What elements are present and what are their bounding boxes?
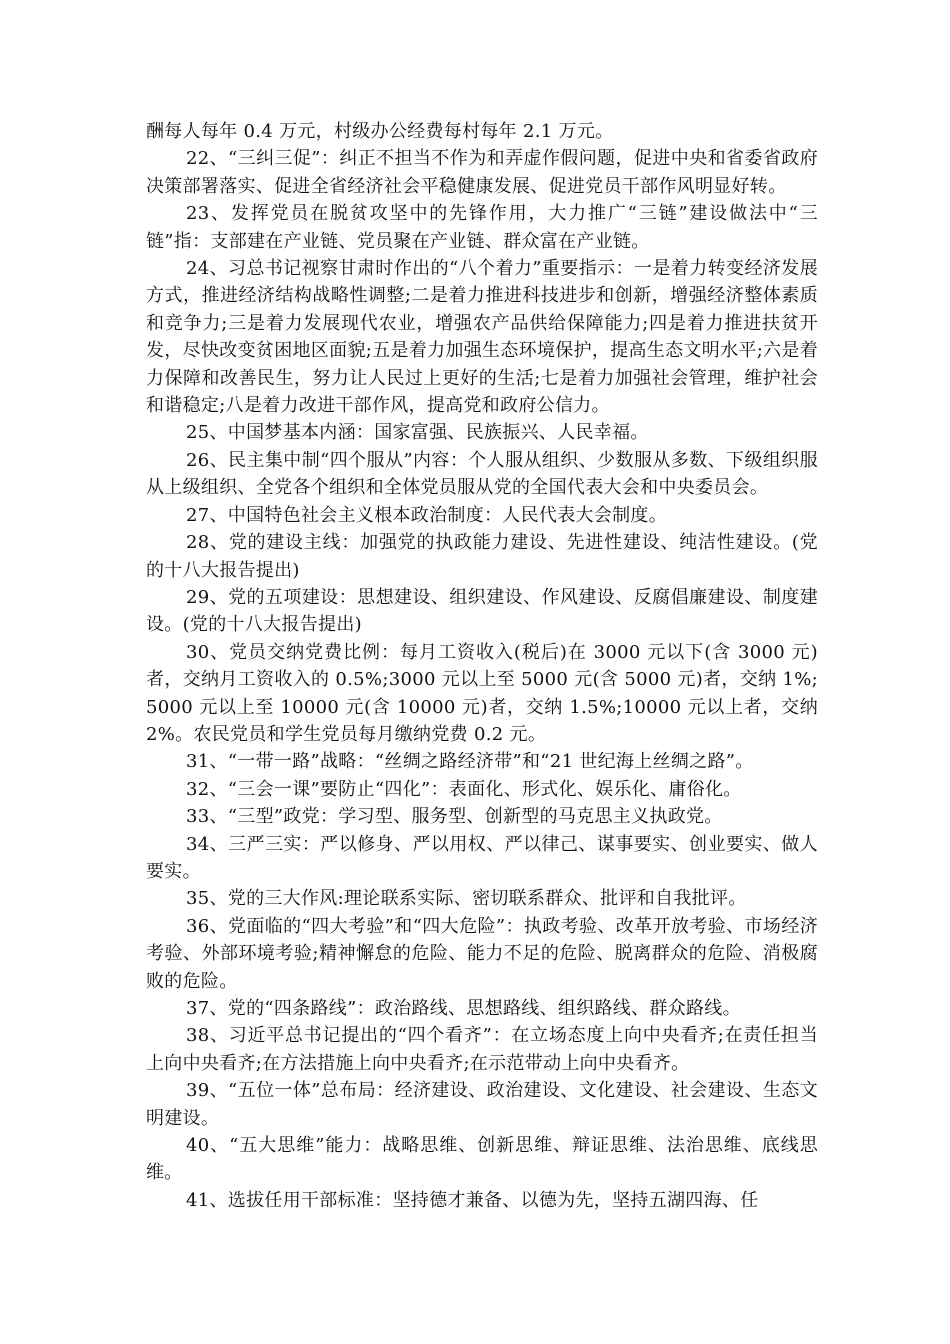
paragraph-22: 22、“三纠三促”：纠正不担当不作为和弄虚作假问题，促进中央和省委省政府决策部署落实、促进全省经济社会平稳健康发展、促进党员干部作风明显好转。	[146, 148, 818, 197]
paragraph-33: 33、“三型”政党：学习型、服务型、创新型的马克思主义执政党。	[186, 806, 723, 828]
paragraph-25: 25、中国梦基本内涵：国家富强、民族振兴、人民幸福。	[186, 422, 649, 444]
paragraph-28: 28、党的建设主线：加强党的执政能力建设、先进性建设、纯洁性建设。(党的十八大报告提出)	[146, 532, 818, 581]
paragraph-26: 26、民主集中制“四个服从”内容：个人服从组织、少数服从多数、下级组织服从上级组织、全党各个组织和全体党员服从党的全国代表大会和中央委员会。	[146, 449, 818, 499]
paragraph-40: 40、“五大思维”能力：战略思维、创新思维、辩证思维、法治思维、底线思维。	[146, 1135, 818, 1184]
paragraph-34: 34、三严三实：严以修身、严以用权、严以律己、谋事要实、创业要实、做人要实。	[146, 833, 818, 882]
paragraph-30: 30、党员交纳党费比例：每月工资收入(税后)在 3000 元以下(含 3000 元)者，交纳月工资收入的 0.5%;3000 元以上至 5000 元(含 5000 元)者，交纳 1%;5000 元以上至 10000 元(含 10000 元)者，交纳 1.5%;10000 元以上者，交纳 2%。农民党员和学生党员每月缴纳党费 0.2 元。	[146, 641, 818, 745]
paragraph-35: 35、党的三大作风:理论联系实际、密切联系群众、批评和自我批评。	[186, 888, 747, 910]
paragraph-36: 36、党面临的“四大考验”和“四大危险”：执政考验、改革开放考验、市场经济考验、外部环境考验;精神懈怠的危险、能力不足的危险、脱离群众的危险、消极腐败的危险。	[146, 915, 818, 992]
paragraph-continued: 酬每人每年 0.4 万元，村级办公经费每村每年 2.1 万元。	[146, 121, 614, 142]
paragraph-38: 38、习近平总书记提出的“四个看齐”：在立场态度上向中央看齐;在责任担当上向中央看齐;在方法措施上向中央看齐;在示范带动上向中央看齐。	[146, 1025, 818, 1074]
paragraph-39: 39、“五位一体”总布局：经济建设、政治建设、文化建设、社会建设、生态文明建设。	[146, 1080, 818, 1129]
paragraph-41: 41、选拔任用干部标准：坚持德才兼备、以德为先，坚持五湖四海、任	[186, 1189, 759, 1211]
paragraph-27: 27、中国特色社会主义根本政治制度：人民代表大会制度。	[186, 504, 668, 526]
document-body	[146, 118, 818, 1214]
paragraph-37: 37、党的“四条路线”：政治路线、思想路线、组织路线、群众路线。	[186, 998, 741, 1019]
paragraph-23: 23、发挥党员在脱贫攻坚中的先锋作用，大力推广“三链”建设做法中“三链”指：支部建在产业链、党员聚在产业链、群众富在产业链。	[146, 203, 818, 252]
paragraph-32: 32、“三会一课”要防止“四化”：表面化、形式化、娱乐化、庸俗化。	[186, 778, 742, 800]
paragraph-24: 24、习总书记视察甘肃时作出的“八个着力”重要指示：一是着力转变经济发展方式，推进经济结构战略性调整;二是着力推进科技进步和创新，增强经济整体素质和竞争力;三是着力发展现代农业，增强农产品供给保障能力;四是着力推进扶贫开发，尽快改变贫困地区面貌;五是着力加强生态环境保护，提高生态文明水平;六是着力保障和改善民生，努力让人民过上更好的生活;七是着力加强社会管理，维护社会和谐稳定;八是着力改进干部作风，提高党和政府公信力。	[146, 258, 818, 417]
paragraph-31: 31、“一带一路”战略：“丝绸之路经济带”和“21 世纪海上丝绸之路”。	[186, 751, 754, 773]
paragraph-29: 29、党的五项建设：思想建设、组织建设、作风建设、反腐倡廉建设、制度建设。(党的十八大报告提出)	[146, 586, 818, 636]
